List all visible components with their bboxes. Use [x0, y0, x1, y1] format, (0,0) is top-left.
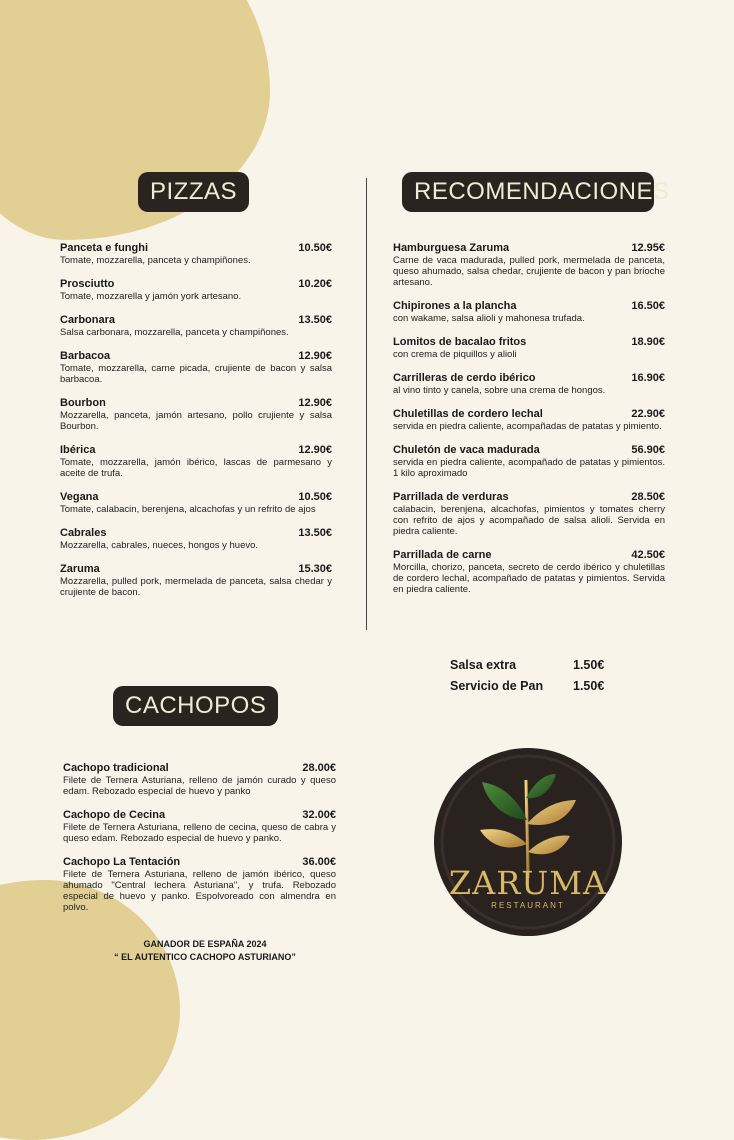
menu-item [60, 397, 332, 432]
menu-item-header [60, 314, 332, 327]
menu-item-header [60, 491, 332, 504]
restaurant-logo [434, 748, 622, 936]
menu-item-name: Hamburguesa Zaruma [393, 242, 510, 254]
menu-item [393, 300, 665, 324]
menu-item-price: 18.90€ [631, 336, 665, 348]
menu-item [393, 242, 665, 288]
menu-item-price: 13.50€ [298, 314, 332, 326]
menu-item-header [393, 549, 665, 562]
menu-item [63, 809, 336, 844]
menu-item-description: Tomate, mozzarella, jamón ibérico, lascas de parmesano y aceite de trufa. [60, 457, 332, 479]
menu-item-name: Panceta e funghi [60, 242, 149, 254]
menu-item [60, 278, 332, 302]
menu-item-name: Lomitos de bacalao fritos [393, 336, 527, 348]
menu-item-description: Morcilla, chorizo, panceta, secreto de cerdo ibérico y chuletillas de cordero lechal, acompañado de patatas y pimientos. Servida en piedra caliente. [393, 562, 665, 595]
extra-name: Salsa extra [450, 658, 517, 672]
menu-item-description: Filete de Ternera Asturiana, relleno de jamón curado y queso edam. Rebozado especial de huevo y panko [63, 775, 336, 797]
menu-item [393, 336, 665, 360]
column-divider [366, 178, 367, 630]
extra-price: 1.50€ [573, 679, 605, 693]
menu-item-header [393, 300, 665, 313]
menu-item-header [60, 527, 332, 540]
menu-item-description: Carne de vaca madurada, pulled pork, mermelada de panceta, queso ahumado, salsa chedar, crujiente de bacon y pan brioche artesano. [393, 255, 665, 288]
menu-item-header [60, 563, 332, 576]
menu-item-header [60, 397, 332, 410]
menu-item [60, 242, 332, 266]
menu-item [60, 314, 332, 338]
menu-item [393, 408, 665, 432]
menu-item [60, 350, 332, 385]
menu-item-name: Cabrales [60, 527, 107, 539]
menu-item-price: 12.90€ [298, 444, 332, 456]
menu-item-header [63, 762, 336, 775]
menu-item-price: 16.90€ [631, 372, 665, 384]
menu-item [60, 444, 332, 479]
menu-item-name: Carbonara [60, 314, 116, 326]
menu-item-description: Mozzarella, panceta, jamón artesano, pollo crujiente y salsa Bourbon. [60, 410, 332, 432]
menu-item-price: 42.50€ [631, 549, 665, 561]
recomendaciones-list [393, 242, 665, 607]
extra-item [450, 655, 604, 676]
cachopos-list [63, 762, 336, 925]
menu-item-price: 56.90€ [631, 444, 665, 456]
menu-item-header [393, 336, 665, 349]
extra-item [450, 676, 604, 697]
menu-item-header [60, 350, 332, 363]
menu-item-price: 36.00€ [302, 856, 336, 868]
menu-item-header [63, 809, 336, 822]
menu-item-description: Tomate, mozzarella y jamón york artesano. [60, 291, 242, 302]
menu-item-price: 13.50€ [298, 527, 332, 539]
menu-item-header [393, 491, 665, 504]
cachopos-title: CACHOPOS [113, 686, 278, 726]
menu-item-header [393, 444, 665, 457]
menu-item-name: Parrillada de verduras [393, 491, 509, 503]
menu-item-header [63, 856, 336, 869]
extra-name: Servicio de Pan [450, 679, 544, 693]
menu-item-header [393, 242, 665, 255]
menu-item-description: Tomate, mozzarella, carne picada, crujiente de bacon y salsa barbacoa. [60, 363, 332, 385]
menu-item-description: Tomate, calabacin, berenjena, alcachofas y un refrito de ajos [60, 504, 316, 515]
logo-name: ZARUMA [448, 864, 608, 902]
menu-item [393, 372, 665, 396]
menu-item-price: 10.50€ [298, 491, 332, 503]
menu-item-name: Chuletón de vaca madurada [393, 444, 540, 456]
award-line-2: “ EL AUTENTICO CACHOPO ASTURIANO” [114, 952, 296, 962]
menu-item-header [393, 408, 665, 421]
menu-item-description: servida en piedra caliente, acompañado de patatas y pimientos. 1 kilo aproximado [393, 457, 665, 479]
menu-item-name: Bourbon [60, 397, 106, 409]
menu-item [393, 491, 665, 537]
menu-item-name: Chuletillas de cordero lechal [393, 408, 543, 420]
menu-item-header [60, 444, 332, 457]
recomendaciones-title: RECOMENDACIONES [402, 172, 654, 212]
menu-item-price: 12.95€ [631, 242, 665, 254]
pizzas-list [60, 242, 332, 610]
award-text [60, 938, 350, 964]
menu-item-price: 28.50€ [631, 491, 665, 503]
menu-item-description: Filete de Ternera Asturiana, relleno de jamón ibérico, queso ahumado "Central lechera Asturiana", y trufa. Rebozado especial de huevo y panko. Espolvoreado con almendra en polvo. [63, 869, 336, 913]
menu-item-price: 12.90€ [298, 350, 332, 362]
pizzas-title: PIZZAS [138, 172, 249, 212]
menu-item-description: Salsa carbonara, mozzarella, panceta y champiñones. [60, 327, 289, 338]
menu-item-description: servida en piedra caliente, acompañadas de patatas y pimiento. [393, 421, 662, 432]
menu-item-name: Cachopo de Cecina [63, 809, 166, 821]
extras-list [450, 655, 604, 697]
menu-item-header [60, 242, 332, 255]
menu-item [63, 762, 336, 797]
menu-item-description: Mozzarella, cabrales, nueces, hongos y huevo. [60, 540, 259, 551]
menu-item-name: Ibérica [60, 444, 96, 456]
menu-item-description: Mozzarella, pulled pork, mermelada de panceta, salsa chedar y crujiente de bacon. [60, 576, 332, 598]
menu-item [60, 491, 332, 515]
menu-item-price: 10.20€ [298, 278, 332, 290]
menu-item-description: Tomate, mozzarella, panceta y champiñones. [60, 255, 251, 266]
menu-item-description: al vino tinto y canela, sobre una crema de hongos. [393, 385, 606, 396]
menu-item-description: con wakame, salsa alioli y mahonesa trufada. [393, 313, 585, 324]
menu-item-name: Parrillada de carne [393, 549, 492, 561]
menu-item-name: Carrilleras de cerdo ibérico [393, 372, 536, 384]
menu-item-price: 22.90€ [631, 408, 665, 420]
extra-price: 1.50€ [573, 658, 605, 672]
menu-item-name: Chipirones a la plancha [393, 300, 517, 312]
award-line-1: GANADOR DE ESPAÑA 2024 [143, 939, 267, 949]
menu-item-price: 16.50€ [631, 300, 665, 312]
menu-item-price: 32.00€ [302, 809, 336, 821]
logo-tagline: RESTAURANT [491, 901, 565, 910]
menu-item-header [60, 278, 332, 291]
menu-item [63, 856, 336, 913]
menu-item-price: 15.30€ [298, 563, 332, 575]
menu-item-description: calabacin, berenjena, alcachofas, pimientos y tomates cherry con refrito de ajos y acompañado de salsa alioli. Servida en piedra caliente. [393, 504, 665, 537]
menu-item-name: Prosciutto [60, 278, 115, 290]
menu-item-price: 10.50€ [298, 242, 332, 254]
menu-item-name: Vegana [60, 491, 99, 503]
menu-item-price: 28.00€ [302, 762, 336, 774]
menu-item-name: Barbacoa [60, 350, 111, 362]
menu-item [393, 549, 665, 595]
menu-item-header [393, 372, 665, 385]
menu-item-name: Zaruma [60, 563, 100, 575]
menu-item-name: Cachopo La Tentación [63, 856, 181, 868]
menu-item [60, 527, 332, 551]
menu-item-price: 12.90€ [298, 397, 332, 409]
menu-item-name: Cachopo tradicional [63, 762, 169, 774]
menu-item [393, 444, 665, 479]
menu-item [60, 563, 332, 598]
menu-item-description: con crema de piquillos y alioli [393, 349, 517, 360]
menu-item-description: Filete de Ternera Asturiana, relleno de cecina, queso de cabra y queso edam. Rebozado especial de huevo y panko. [63, 822, 336, 844]
